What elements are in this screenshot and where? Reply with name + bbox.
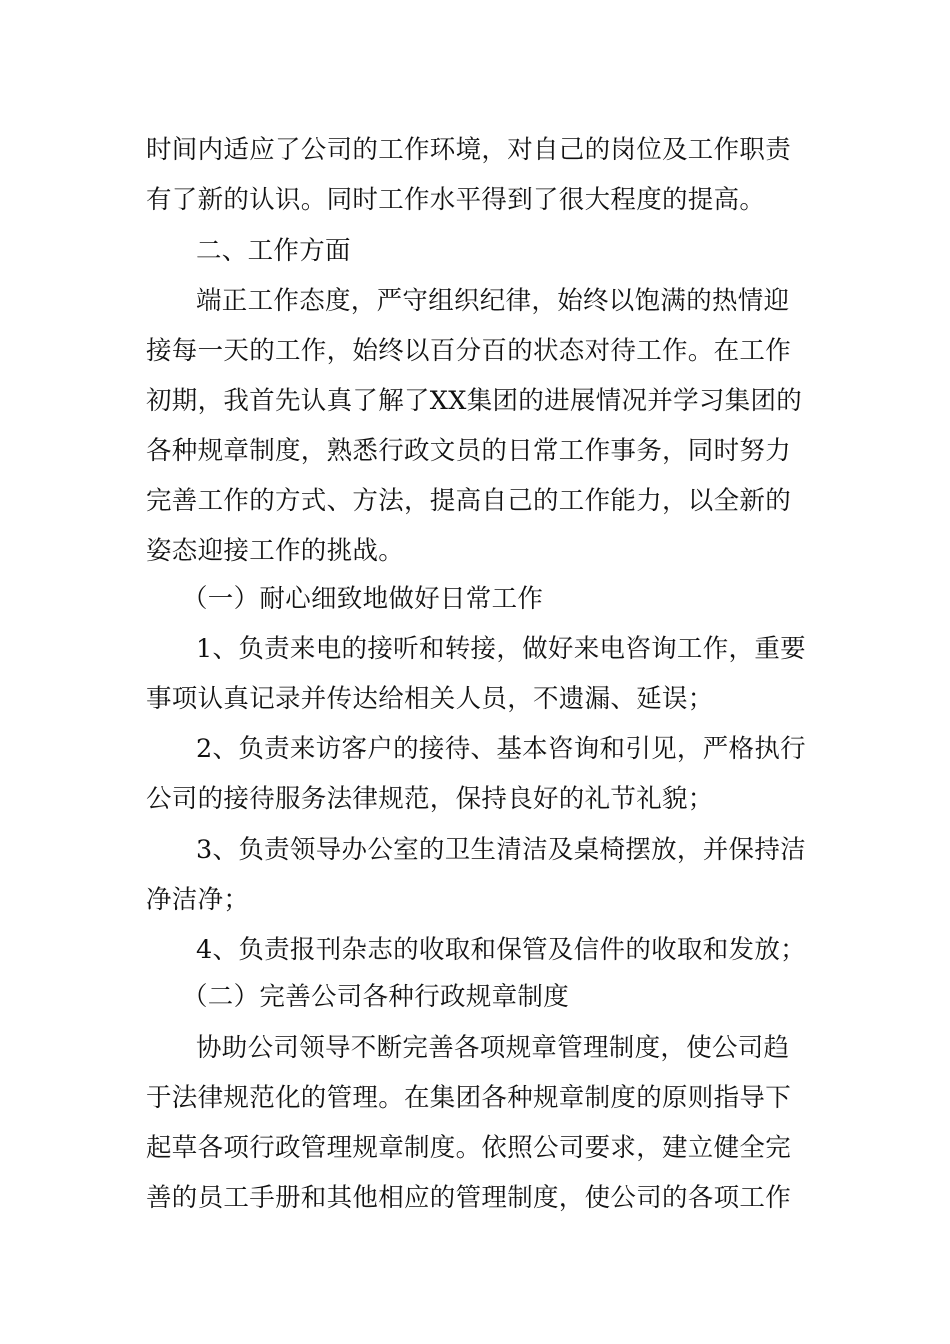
paragraph-line: 姿态迎接工作的挑战。 [146,536,405,566]
paragraph-line: 善的员工手册和其他相应的管理制度，使公司的各项工作 [146,1183,792,1213]
paragraph-line: 端正工作态度，严守组织纪律，始终以饱满的热情迎 [196,286,790,316]
paragraph-line: 接每一天的工作，始终以百分百的状态对待工作。在工作 [146,336,792,366]
paragraph-line: 于法律规范化的管理。在集团各种规章制度的原则指导下 [146,1083,792,1113]
list-item: 1、负责来电的接听和转接，做好来电咨询工作，重要 [196,634,806,664]
list-item-continuation: 事项认真记录并传达给相关人员，不遗漏、延误； [146,684,714,714]
paragraph-line: 初期，我首先认真了解了XX集团的进展情况并学习集团的 [146,386,803,416]
paragraph-line: 完善工作的方式、方法，提高自己的工作能力，以全新的 [146,486,792,516]
list-item-continuation: 公司的接待服务法律规范，保持良好的礼节礼貌； [146,784,714,814]
paragraph-line: 协助公司领导不断完善各项规章管理制度，使公司趋 [196,1033,790,1063]
subsection-heading: （二）完善公司各种行政规章制度 [182,982,570,1012]
list-item: 4、负责报刊杂志的收取和保管及信件的收取和发放； [196,935,806,965]
list-item: 3、负责领导办公室的卫生清洁及桌椅摆放，并保持洁 [196,835,806,865]
paragraph-line: 各种规章制度，熟悉行政文员的日常工作事务，同时努力 [146,436,792,466]
paragraph-line: 时间内适应了公司的工作环境，对自己的岗位及工作职责 [146,135,792,165]
section-heading: 二、工作方面 [196,236,351,266]
paragraph-line: 起草各项行政管理规章制度。依照公司要求，建立健全完 [146,1133,792,1163]
list-item-continuation: 净洁净； [146,885,250,915]
subsection-heading: （一）耐心细致地做好日常工作 [182,584,544,614]
list-item: 2、负责来访客户的接待、基本咨询和引见，严格执行 [196,734,806,764]
paragraph-line: 有了新的认识。同时工作水平得到了很大程度的提高。 [146,185,766,215]
